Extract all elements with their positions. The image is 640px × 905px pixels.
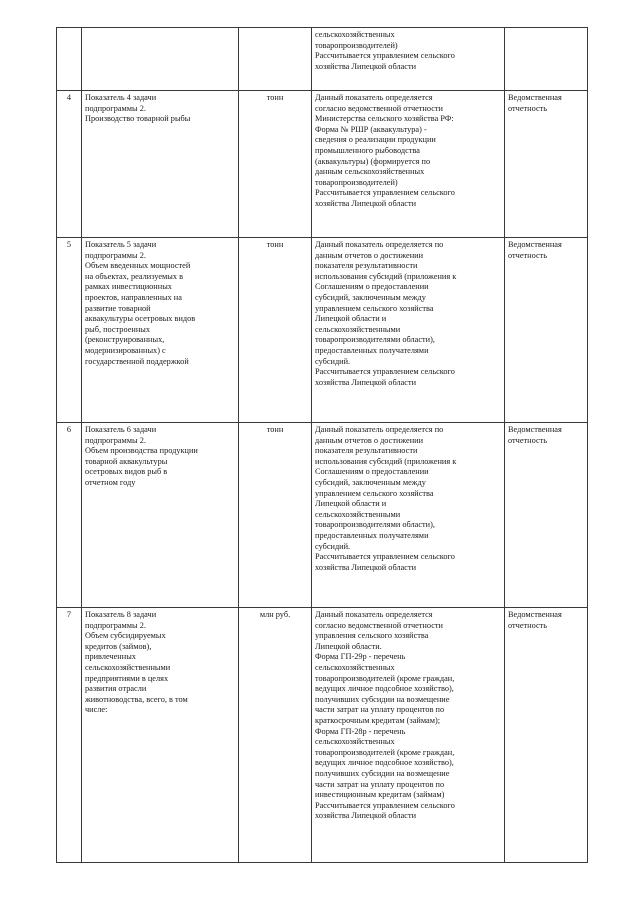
cell-text-line: предприятиями в целях (85, 673, 169, 683)
cell-text-line: проектов, направленных на (85, 292, 182, 302)
unit-cell (239, 28, 312, 91)
table-row (57, 423, 588, 608)
cell-text-line: Показатель 8 задачи (85, 610, 157, 619)
cell-text-line: государственной поддержкой (85, 356, 189, 366)
cell-text-line: сельскохозяйственными (315, 324, 401, 334)
cell-text-line: показателя результативности (315, 261, 418, 271)
cell-text-line: Ведомственная (508, 610, 562, 619)
indicator-table (56, 27, 588, 863)
source-cell (505, 91, 588, 238)
cell-text-line: хозяйства Липецкой области (315, 198, 417, 208)
unit-cell: тонн (239, 423, 312, 608)
method-cell (312, 423, 505, 608)
indicator-name-cell (82, 608, 239, 863)
table-row (57, 238, 588, 423)
cell-text-line: привлеченных (85, 652, 136, 662)
cell-text-line: хозяйства Липецкой области (315, 61, 417, 71)
cell-text-line: кредитов (займов), (85, 641, 152, 651)
unit-cell: млн руб. (239, 608, 312, 863)
cell-text-line: на объектах, реализуемых в (85, 271, 184, 281)
cell-text-line: рыб, построенных (85, 324, 150, 334)
source-cell (505, 608, 588, 863)
cell-text-line: Форма ГП-28р - перечень (315, 726, 406, 736)
cell-text-line: краткосрочным кредитам (займам); (315, 715, 441, 725)
cell-text-line: товаропроизводителей) (315, 177, 398, 187)
row-number-cell: 6 (57, 423, 82, 608)
cell-text-line: ведущих личное подсобное хозяйство), (315, 758, 454, 768)
indicator-name-cell (82, 28, 239, 91)
cell-text-line: Соглашениям о предоставлении (315, 467, 429, 477)
indicator-table-body (57, 28, 588, 863)
cell-text-line: Объем субсидируемых (85, 631, 166, 641)
cell-text-line: получивших субсидии на возмещение (315, 694, 450, 704)
cell-text-line: Рассчитывается управлением сельского (315, 367, 455, 377)
cell-text-line: Данный показатель определяется (315, 610, 433, 619)
cell-text-line: субсидий, заключенным между (315, 292, 426, 302)
row-number-cell (57, 28, 82, 91)
row-number-cell: 4 (57, 91, 82, 238)
cell-text-line: подпрограммы 2. (85, 103, 146, 113)
cell-text-line: субсидий, заключенным между (315, 477, 426, 487)
cell-text-line: использования субсидий (приложения к (315, 271, 457, 281)
cell-text-line: согласно ведомственной отчетности (315, 103, 443, 113)
cell-text-line: Показатель 6 задачи (85, 425, 157, 434)
cell-text-line: части затрат на уплату процентов по (315, 779, 445, 789)
cell-text-line: товарной аквакультуры (85, 456, 168, 466)
cell-text-line: хозяйства Липецкой области (315, 811, 417, 821)
cell-text-line: сведения о реализации продукции (315, 135, 436, 145)
cell-text-line: сельскохозяйственными (315, 509, 401, 519)
cell-text-line: отчетном году (85, 477, 136, 487)
cell-text-line: модернизированных) с (85, 345, 166, 355)
cell-text-line: числе: (85, 705, 108, 715)
cell-text-line: отчетность (508, 435, 548, 445)
cell-text-line: подпрограммы 2. (85, 250, 146, 260)
cell-text-line: Ведомственная (508, 93, 562, 102)
cell-text-line: аквакультуры осетровых видов (85, 314, 196, 324)
table-row (57, 608, 588, 863)
unit-cell: тонн (239, 238, 312, 423)
cell-text-line: Министерства сельского хозяйства РФ: (315, 114, 454, 124)
indicator-name-cell (82, 423, 239, 608)
cell-text-line: Объем введенных мощностей (85, 261, 191, 271)
indicator-name-cell (82, 238, 239, 423)
cell-text-line: осетровых видов рыб в (85, 467, 168, 477)
method-cell (312, 28, 505, 91)
cell-text-line: товаропроизводителей (кроме граждан, (315, 747, 455, 757)
source-cell (505, 423, 588, 608)
cell-text-line: Рассчитывается управлением сельского (315, 552, 455, 562)
cell-text-line: Липецкой области и (315, 314, 387, 324)
cell-text-line: показателя результативности (315, 446, 418, 456)
cell-text-line: Липецкой области. (315, 641, 382, 651)
cell-text-line: сельскохозяйственными (85, 662, 171, 672)
cell-text-line: развитие товарной (85, 303, 151, 313)
row-number-cell: 7 (57, 608, 82, 863)
cell-text-line: Форма № РШР (аквакультура) - (315, 124, 427, 134)
cell-text-line: товаропроизводителей) (315, 40, 398, 50)
cell-text-line: Рассчитывается управлением сельского (315, 51, 455, 61)
cell-text-line: получивших субсидии на возмещение (315, 768, 450, 778)
method-cell (312, 608, 505, 863)
cell-text-line: использования субсидий (приложения к (315, 456, 457, 466)
cell-text-line: инвестиционным кредитам (займам) (315, 790, 445, 800)
unit-cell: тонн (239, 91, 312, 238)
cell-text-line: согласно ведомственной отчетности (315, 620, 443, 630)
cell-text-line: товаропроизводителей (кроме граждан, (315, 673, 455, 683)
cell-text-line: Данный показатель определяется по (315, 240, 444, 249)
cell-text-line: управлением сельского хозяйства (315, 303, 434, 313)
cell-text-line: предоставленных получателями (315, 345, 429, 355)
method-cell (312, 91, 505, 238)
cell-text-line: Липецкой области и (315, 499, 387, 509)
cell-text-line: ведущих личное подсобное хозяйство), (315, 684, 454, 694)
cell-text-line: Показатель 5 задачи (85, 240, 157, 249)
indicator-name-cell (82, 91, 239, 238)
cell-text-line: управлением сельского хозяйства (315, 488, 434, 498)
cell-text-line: Форма ГП-29р - перечень (315, 652, 406, 662)
method-cell (312, 238, 505, 423)
cell-text-line: части затрат на уплату процентов по (315, 705, 445, 715)
cell-text-line: сельскохозяйственных (315, 737, 395, 747)
cell-text-line: субсидий. (315, 356, 351, 366)
cell-text-line: управления сельского хозяйства (315, 631, 429, 641)
source-cell (505, 238, 588, 423)
cell-text-line: сельскохозяйственных (315, 30, 395, 39)
cell-text-line: предоставленных получателями (315, 530, 429, 540)
cell-text-line: развития отрасли (85, 684, 147, 694)
cell-text-line: Рассчитывается управлением сельского (315, 188, 455, 198)
cell-text-line: промышленного рыбоводства (315, 145, 420, 155)
cell-text-line: Данный показатель определяется (315, 93, 433, 102)
cell-text-line: товаропроизводителями области), (315, 335, 435, 345)
cell-text-line: Ведомственная (508, 425, 562, 434)
row-number-cell: 5 (57, 238, 82, 423)
cell-text-line: рамках инвестиционных (85, 282, 172, 292)
cell-text-line: подпрограммы 2. (85, 620, 146, 630)
cell-text-line: Показатель 4 задачи (85, 93, 157, 102)
cell-text-line: (аквакультуры) (формируется по (315, 156, 431, 166)
cell-text-line: данным сельскохозяйственных (315, 167, 425, 177)
cell-text-line: Объем производства продукции (85, 446, 198, 456)
cell-text-line: Ведомственная (508, 240, 562, 249)
cell-text-line: товаропроизводителями области), (315, 520, 435, 530)
cell-text-line: отчетность (508, 103, 548, 113)
cell-text-line: субсидий. (315, 541, 351, 551)
source-cell (505, 28, 588, 91)
cell-text-line: хозяйства Липецкой области (315, 562, 417, 572)
cell-text-line: данным отчетов о достижении (315, 435, 424, 445)
cell-text-line: (реконструированных, (85, 335, 165, 345)
table-row (57, 28, 588, 91)
cell-text-line: Рассчитывается управлением сельского (315, 800, 455, 810)
cell-text-line: Производство товарной рыбы (85, 114, 191, 124)
cell-text-line: подпрограммы 2. (85, 435, 146, 445)
cell-text-line: Соглашениям о предоставлении (315, 282, 429, 292)
cell-text-line: отчетность (508, 250, 548, 260)
cell-text-line: данным отчетов о достижении (315, 250, 424, 260)
cell-text-line: хозяйства Липецкой области (315, 377, 417, 387)
cell-text-line: сельскохозяйственных (315, 662, 395, 672)
table-row (57, 91, 588, 238)
cell-text-line: Данный показатель определяется по (315, 425, 444, 434)
cell-text-line: животноводства, всего, в том (85, 694, 188, 704)
cell-text-line: отчетность (508, 620, 548, 630)
